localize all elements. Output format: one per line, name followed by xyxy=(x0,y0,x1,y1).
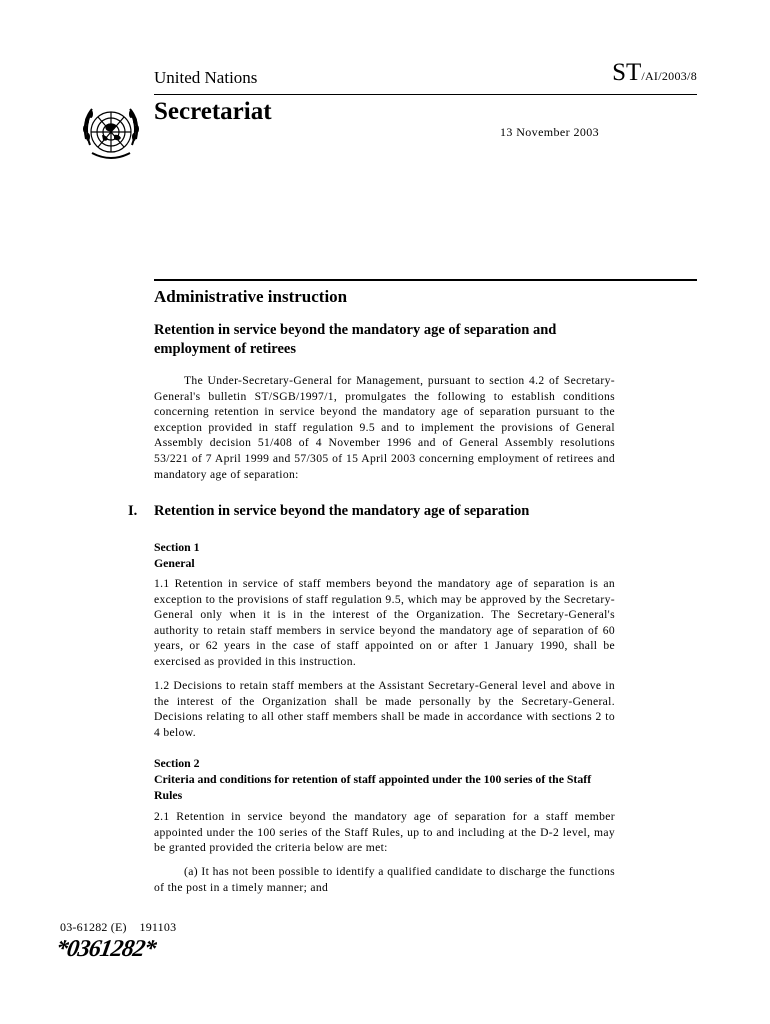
section-rule xyxy=(154,279,697,281)
symbol-prefix: ST xyxy=(612,59,642,86)
paragraph-1-2: 1.2 Decisions to retain staff members at the Assistant Secretary-General level and above in the interest of the Organization shall be made personally by the Secretary-General. Decisions relating to all other staff members shall be made in accordance with sections 2 to 4 below. xyxy=(154,679,615,739)
chapter-title: Retention in service beyond the mandatory age of separation xyxy=(154,503,530,519)
office-name: Secretariat xyxy=(154,98,272,125)
document-title: Retention in service beyond the mandatory age of separation and employment of retirees xyxy=(154,322,557,357)
section-2-heading: Criteria and conditions for retention of staff appointed under the 100 series of the Staff Rules xyxy=(154,772,592,802)
symbol-suffix: /AI/2003/8 xyxy=(641,69,697,83)
job-number: 03-61282 (E) 191103 xyxy=(60,920,177,934)
un-emblem-icon xyxy=(76,99,146,169)
organization-name: United Nations xyxy=(154,68,258,87)
chapter-number: I. xyxy=(128,503,138,519)
section-1-heading: General xyxy=(154,556,195,570)
header-rule xyxy=(154,94,697,95)
document-symbol xyxy=(612,59,697,87)
barcode: *0361282* xyxy=(53,936,158,962)
section-1-label: Section 1 xyxy=(154,540,200,554)
paragraph-1-1: 1.1 Retention in service of staff members beyond the mandatory age of separation is an exception to the provisions of staff regulation 9.5, which may be approved by the Secretary-General only when it is in the interest of the Organization. The Secretary-General's authority to retain staff members in service beyond the mandatory age of separation of 60 years, or 62 years in the case of staff appointed on or after 1 January 1990, shall be exercised as provided in this instruction. xyxy=(154,577,615,668)
document-type: Administrative instruction xyxy=(154,287,348,306)
paragraph-2-1: 2.1 Retention in service beyond the mandatory age of separation for a staff member appointed under the 100 series of the Staff Rules, up to and including at the D-2 level, may be granted provided the criteria below are met: xyxy=(154,810,615,855)
paragraph-2-1-a: (a) It has not been possible to identify a qualified candidate to discharge the functions of the post in a timely manner; and xyxy=(154,865,615,894)
document-date: 13 November 2003 xyxy=(500,125,600,139)
section-2-label: Section 2 xyxy=(154,756,200,770)
intro-paragraph: The Under-Secretary-General for Management, pursuant to section 4.2 of Secretary-General's bulletin ST/SGB/1997/1, promulgates the following to establish conditions concerning retention in service beyond the mandatory age of separation pursuant to the exception provided in staff regulation 9.5 and to implement the provisions of General Assembly decision 51/408 of 4 November 1996 and of General Assembly resolutions 53/221 of 7 April 1999 and 57/305 of 15 April 2003 concerning employment of retirees and mandatory age of separation: xyxy=(154,374,615,481)
